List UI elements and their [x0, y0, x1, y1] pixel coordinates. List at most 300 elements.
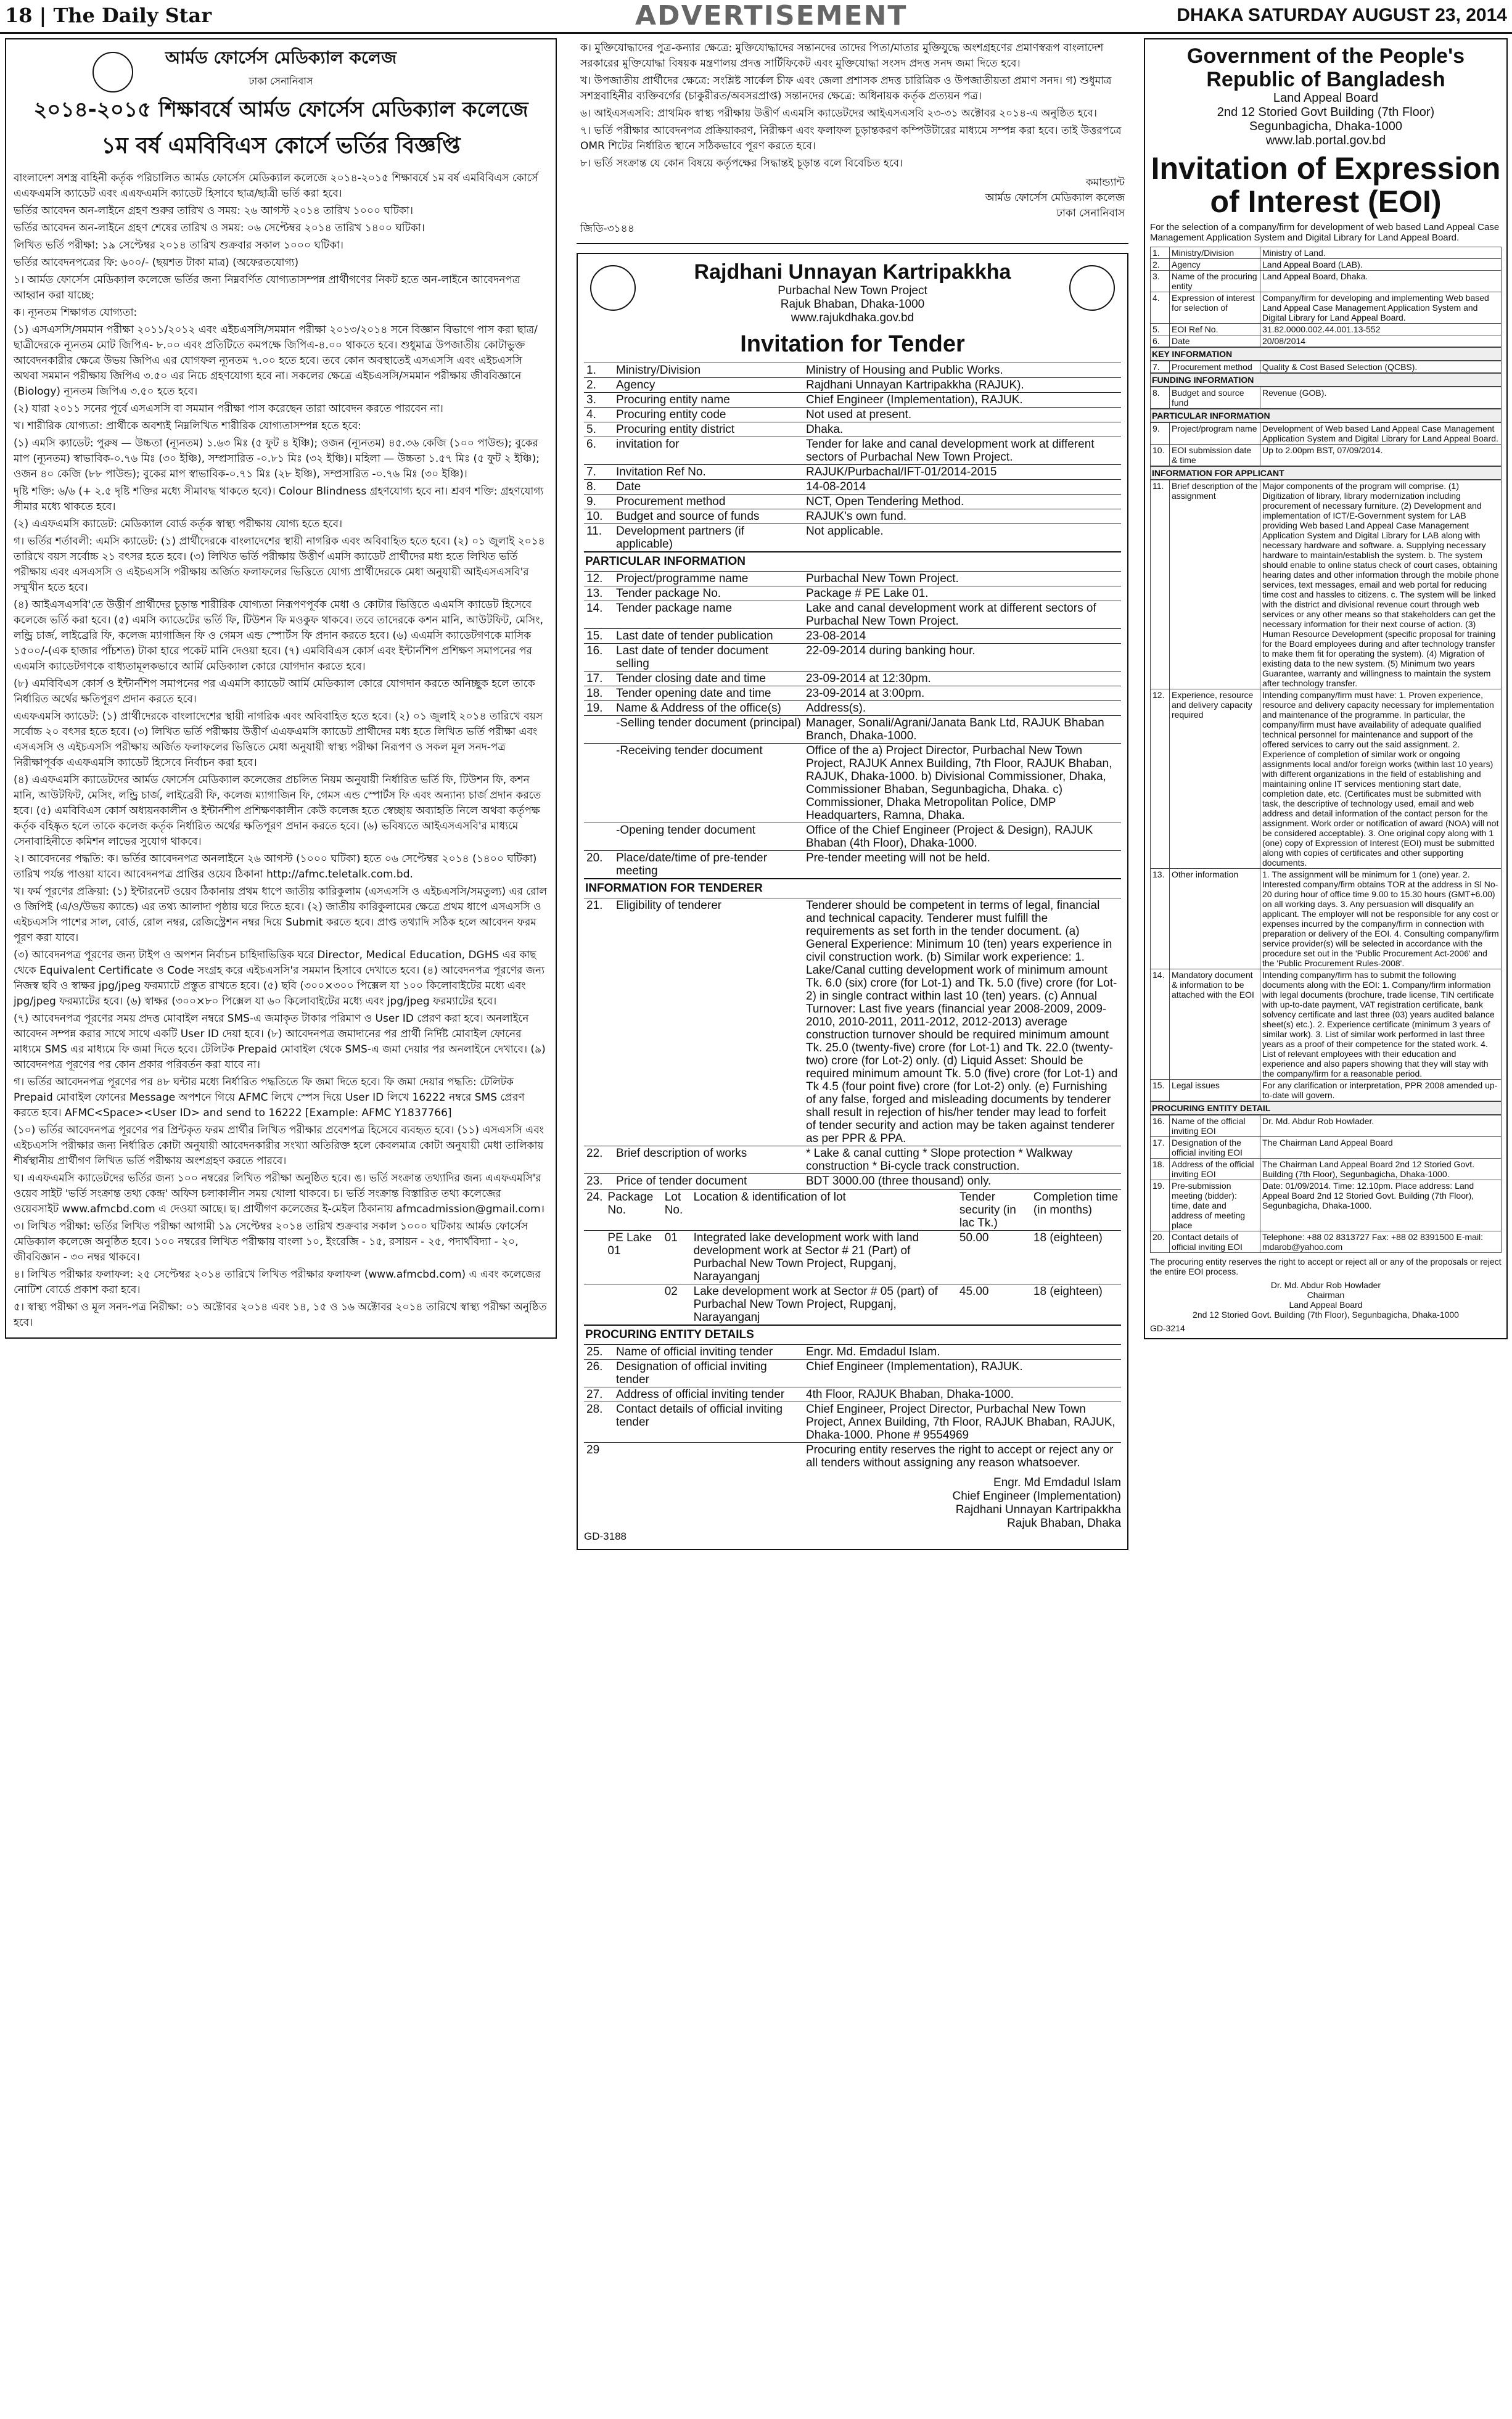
eoi-general-table	[1150, 247, 1502, 347]
afmc-paragraph: গ। ভর্তির শর্তাবলী: এমসি ক্যাডেট: (১) প্রার্থীদেরকে বাংলাদেশের স্থায়ী নাগরিক এবং অবিবাহিত হতে হবে। (২) ০১ জুলাই ২০১৪ তারিখে বয়স সর্বোচ্চ ২১ বৎসর হতে হবে। (৩) লিখিত ভর্তি পরীক্ষায় উত্তীর্ণ এমসি ক্যাডেট প্রার্থীদের মধ্য হতে লিখিত ভর্তি পরীক্ষায় এবং এসএসসি ও এইচএসসি পরীক্ষায় অর্জিত ফলাফলের ভিত্তিতে যোগ্য প্রার্থীদেরকে মেধা অনুযায়ী আইএসএসবি'র সম্মুখীন হতে হবে।	[14, 535, 545, 594]
tender-row	[584, 851, 1121, 879]
row-value: 23-09-2014 at 12:30pm.	[803, 671, 1121, 686]
eoi-row	[1151, 259, 1502, 271]
row-value: Tender for lake and canal development work at different sectors of Purbachal New Town Project.	[803, 437, 1121, 465]
row-number: 18.	[584, 686, 614, 701]
pkg-completion: 18 (eighteen)	[1031, 1231, 1121, 1284]
row-number	[584, 716, 614, 744]
row-label: Ministry/Division	[614, 363, 803, 378]
pkg-lot: 02	[662, 1284, 691, 1325]
row-label: Procuring entity district	[614, 422, 803, 437]
row-value: Pre-tender meeting will not be held.	[803, 851, 1121, 879]
eoi-row	[1151, 1137, 1502, 1159]
row-number: 8.	[1151, 387, 1170, 409]
eoi-app-head: INFORMATION FOR APPLICANT	[1150, 466, 1502, 480]
row-label: Pre-submission meeting (bidder): time, date and address of meeting place	[1170, 1180, 1260, 1231]
eoi-proc-head: PROCURING ENTITY DETAIL	[1150, 1101, 1502, 1115]
row-label: -Selling tender document (principal)	[614, 716, 803, 744]
section-title: ADVERTISEMENT	[635, 0, 908, 31]
row-value: For any clarification or interpretation, PPR 2008 amended up-to-date will govern.	[1260, 1080, 1502, 1101]
tender-row	[584, 378, 1121, 393]
afmc-signer-org: আর্মড ফোর্সেস মেডিক্যাল কলেজ	[985, 192, 1125, 204]
row-number: 4.	[584, 408, 614, 422]
tender-row	[584, 437, 1121, 465]
row-value: 31.82.0000.002.44.001.13-552	[1260, 324, 1502, 335]
rajuk-org: Rajdhani Unnayan Kartripakkha	[694, 260, 1011, 284]
afmc-paragraph: খ। উপজাতীয় প্রার্থীদের ক্ষেত্রে: সংশ্লিষ্ট সার্কেল চীফ এবং জেলা প্রশাসক প্রদত্ত চারিত্রিক ও উপজাতীয়তা প্রমাণ সনদ। গ) শুধুমাত্র সশস্ত্রবাহিনীর ব্যক্তিবর্গের (চাকুরীরত/অবসরপ্রাপ্ত) সন্তানদের ক্ষেত্রে: অধিনায়ক কর্তৃক প্রত্যয়ন পত্র।	[580, 75, 1112, 102]
pkg-lot: 01	[662, 1231, 691, 1284]
tender-row	[584, 363, 1121, 378]
eoi-part-head: PARTICULAR INFORMATION	[1150, 409, 1502, 422]
eoi-row	[1151, 689, 1502, 869]
eoi-row	[1151, 1115, 1502, 1137]
row-label: Procurement method	[614, 495, 803, 509]
afmc-header	[14, 44, 548, 166]
row-value: Chief Engineer (Implementation), RAJUK.	[803, 1360, 1121, 1387]
eoi-header	[1150, 44, 1502, 218]
rajuk-sign-org: Rajdhani Unnayan Kartripakkha	[955, 1503, 1121, 1516]
afmc-paragraph: দৃষ্টি শক্তি: ৬/৬ (+ ২.৫ দৃষ্টি শক্তির মধ্যে সীমাবদ্ধ থাকতে হবে)। Colour Blindness গ্রহণযোগ্য হবে না। শ্রবণ শক্তি: গ্রহণযোগ্য সীমার মধ্যে থাকতে হবে।	[14, 485, 544, 513]
rajuk-sign-name: Engr. Md Emdadul Islam	[993, 1476, 1121, 1489]
row-number: 1.	[584, 363, 614, 378]
row-label: Tender package No.	[614, 586, 803, 601]
row-label: Mandatory document & information to be attached with the EOI	[1170, 969, 1260, 1080]
row-value: The Chairman Land Appeal Board 2nd 12 Storied Govt. Building (7th Floor), Segunbagicha, Dhaka-1000.	[1260, 1159, 1502, 1180]
row-number: 10.	[584, 509, 614, 524]
row-number: 6.	[584, 437, 614, 465]
afmc-paragraph: ক। ন্যূনতম শিক্ষাগত যোগ্যতা:	[14, 306, 138, 319]
masthead-left: 18 | The Daily Star	[5, 4, 212, 27]
eoi-row	[1151, 869, 1502, 969]
package-row	[584, 1231, 1121, 1284]
rajuk-header	[584, 260, 1121, 358]
eoi-row	[1151, 423, 1502, 445]
tender-row	[584, 601, 1121, 629]
row-value: The Chairman Land Appeal Board	[1260, 1137, 1502, 1159]
tender-row	[584, 1146, 1121, 1174]
row-number: 27.	[584, 1387, 614, 1402]
row-label: Tender closing date and time	[614, 671, 803, 686]
row-label: Tender package name	[614, 601, 803, 629]
eoi-sign-role: Chairman	[1307, 1290, 1345, 1300]
afmc-body	[14, 171, 548, 1331]
afmc-ref: জিডি-৩১৪৪	[580, 223, 635, 235]
row-label: Budget and source fund	[1170, 387, 1260, 409]
row-value: Office of the Chief Engineer (Project & Design), RAJUK Bhaban (4th Floor), Dhaka-1000.	[803, 823, 1121, 851]
row-label: Invitation Ref No.	[614, 465, 803, 480]
eoi-row	[1151, 324, 1502, 335]
row-number: 4.	[1151, 292, 1170, 324]
eoi-app-table	[1150, 480, 1502, 1101]
rajuk-package-table	[584, 1189, 1121, 1324]
rajuk-address: Rajuk Bhaban, Dhaka-1000	[780, 298, 925, 311]
pkg-h-lot: Lot No.	[662, 1190, 691, 1231]
row-number: 21.	[584, 898, 614, 1146]
row-number: 18.	[1151, 1159, 1170, 1180]
tender-row	[584, 572, 1121, 586]
eoi-signature	[1150, 1280, 1502, 1320]
rajuk-project: Purbachal New Town Project	[778, 284, 927, 297]
tender-row	[584, 744, 1121, 823]
afmc-paragraph: ক। মুক্তিযোদ্ধাদের পুত্র-কন্যার ক্ষেত্রে: মুক্তিযোদ্ধাদের সন্তানদের তাদের পিতা/মাতার মুক্তিযুদ্ধে অংশগ্রহণের প্রমাণস্বরূপ বাংলাদেশ সরকারের মুক্তিযোদ্ধা বিষয়ক মন্ত্রণালয় প্রদত্ত সার্টিফিকেট এবং মুক্তিযোদ্ধা সংসদ প্রদত্ত সনদ জমা দিতে হবে।	[580, 42, 1104, 70]
afmc-notice	[5, 38, 557, 1339]
eoi-description: For the selection of a company/firm for development of web based Land Appeal Case Management Application System and Digital Library for Land Appeal Board.	[1150, 222, 1500, 243]
tender-row	[584, 465, 1121, 480]
afmc-notice-continued	[577, 38, 1128, 244]
tender-row	[584, 716, 1121, 744]
rajuk-particular-table	[584, 571, 1121, 878]
afmc-crest-icon	[92, 52, 133, 92]
row-number: 25.	[584, 1345, 614, 1360]
afmc-paragraph: (৩) আবেদনপত্র পূরণের জন্য টাইপ ও অপশন নির্বাচন চাহিদাভিত্তিক ঘরে Director, Medical Education, DGHS এর কাছ থেকে Equivalent Certificate ও Code সংগ্রহ করে এইচএসসি'র সমমান হিসাবে দেখাতে হবে। (৪) আবেদনপত্র পূরণের জন্য নিজস্ব ছবি ও স্বাক্ষর jpg/jpeg ফরম্যাটে প্রস্তুত রাখতে হবে। (৫) ছবি (৩০০×৩০০ পিক্সেল যা ১০০ কিলোবাইটের মধ্যে এবং jpg/jpeg ফরম্যাটের হবে। (৬) স্বাক্ষর (৩০০×৮০ পিক্সেল যা ৬০ কিলোবাইটের মধ্যে এবং jpg/jpeg ফরম্যাটের হবে।	[14, 949, 545, 1008]
pkg-h-location: Location & identification of lot	[691, 1190, 957, 1231]
eoi-row	[1151, 387, 1502, 409]
row-value: Major components of the program will comprise. (1) Digitization of library, library modernization including procurement of necessary furniture. (2) Development and implementation of ICT/E-Government system for LAB providing Web based Land Appeal Case Management Application System and Digital Library for LAB along with necessary hardware and software. a. Supplying necessary hardware to maintain/establish the system. b. The system should enable to online status check of court cases, obtaining hearing dates and other information through the mobile phone services, text messages, email and web portal for reducing time cost and hassles to citizens. c. The system will be linked with the district and divisional revenue court through web services or any other means so that stakeholders can get the necessary information for their next course of action. (3) Human Resource Development (specific proposal for training for the Board employees during and after technology transfer to make them fit for operating the system). (4) Migration of existing data to the new system. (5) Minimum two years Guarantee, warranty and willingness to maintain the system after technology transfer.	[1260, 480, 1502, 689]
afmc-paragraph: ৩। লিখিত পরীক্ষা: ভর্তির লিখিত পরীক্ষা আগামী ১৯ সেপ্টেম্বর ২০১৪ তারিখ শুক্রবার সকাল ১০০০ ঘটিকায় আর্মড ফোর্সেস মেডিক্যাল কলেজে অনুষ্ঠিত হবে। ১০০ নম্বরের লিখিত পরীক্ষায় বাংলা ১০, ইংরেজি - ১৫, রসায়ন - ২৫, পদার্থবিদ্যা - ২০, জীববিজ্ঞান - ৩০ নম্বর থাকবে।	[14, 1220, 528, 1263]
eoi-sign-org: Land Appeal Board	[1289, 1300, 1363, 1310]
afmc-title-1: ২০১৪-২০১৫ শিক্ষাবর্ষে আর্মড ফোর্সেস মেডিক্যাল কলেজে	[33, 97, 528, 122]
row-value: Manager, Sonali/Agrani/Janata Bank Ltd, RAJUK Bhaban Branch, Dhaka-1000.	[803, 716, 1121, 744]
row-number: 10.	[1151, 445, 1170, 466]
row-number: 16.	[1151, 1115, 1170, 1137]
eoi-row	[1151, 271, 1502, 292]
row-label: -Receiving tender document	[614, 744, 803, 823]
eoi-sign-addr: 2nd 12 Storied Govt. Building (7th Floor), Segunbagicha, Dhaka-1000	[1193, 1310, 1459, 1320]
tender-row	[584, 408, 1121, 422]
row-value: Dr. Md. Abdur Rob Howlader.	[1260, 1115, 1502, 1137]
row-label: Experience, resource and delivery capacity required	[1170, 689, 1260, 869]
row-number: 5.	[1151, 324, 1170, 335]
row-label: Development partners (if applicable)	[614, 524, 803, 552]
eoi-fund-table	[1150, 387, 1502, 409]
eoi-row	[1151, 969, 1502, 1080]
eoi-row	[1151, 335, 1502, 347]
tender-row	[584, 422, 1121, 437]
row-value: Office of the a) Project Director, Purbachal New Town Project, RAJUK Annex Building, 7th Floor, RAJUK Bhaban, RAJUK, Dhaka-1000. b) Divisional Commissioner, Dhaka, Commissioner Bhaban, Segunbagicha, Dhaka. c) Commissioner, Dhaka Metropolitan Police, DMP Headquarters, Ramna, Dhaka.	[803, 744, 1121, 823]
row-number: 8.	[584, 480, 614, 495]
afmc-paragraph: লিখিত ভর্তি পরীক্ষা: ১৯ সেপ্টেম্বর ২০১৪ তারিখ শুক্রবার সকাল ১০০০ ঘটিকা।	[14, 239, 343, 252]
pkg-security: 45.00	[957, 1284, 1031, 1325]
tender-row	[584, 1174, 1121, 1189]
tender-row	[584, 1345, 1121, 1360]
rajuk-general-table	[584, 363, 1121, 551]
row-label: Budget and source of funds	[614, 509, 803, 524]
pkg-location: Lake development work at Sector # 05 (part) of Purbachal New Town Project, Rupganj, Narayanganj	[691, 1284, 957, 1325]
row-label: Project/programme name	[614, 572, 803, 586]
row-value: Tenderer should be competent in terms of legal, financial and technical capacity. Tenderer must fulfill the requirements as set forth in the tender document. (a) General Experience: Minimum 10 (ten) years experience in civil construction work. (b) Similar work experience: 1. Lake/Canal cutting development work of minimum amount Tk. 6.0 (six) crore (for Lot-1) and Tk. 5.0 (five) crore (for Lot-2) in single contract within last 10 (ten) years. (c) Annual Turnover: Last five years (financial year 2008-2009, 2009-2010, 2010-2011, 2011-2012, 2012-2013) average construction turnover should be required minimum amount Tk. 25.0 (twenty-five) crore (for Lot-1) and Tk. 22.0 (twenty-two) crore (for Lot-2) only. (d) Liquid Asset: Should be required minimum amount Tk. 5.0 (five) crore (for Lot-1) and Tk 4.5 (four point five) crore (for Lot-2) only. (e) Furnishing of any false, forged and misleading documents by tenderer shall result in rejection of his/her tender may lead to forfeit of tender security and action may be taken against tenderer as per PPR & PPA.	[803, 898, 1121, 1146]
row-label: Agency	[1170, 259, 1260, 271]
afmc-paragraph: (১) এমসি ক্যাডেট: পুরুষ — উচ্চতা (ন্যূনতম) ১.৬৩ মিঃ (৫ ফুট ৪ ইঞ্চি); ওজন (ন্যূনতম) ৪৫.৩৬ কেজি (১০০ পাউন্ড); বুকের মাপ (ন্যূনতম) স্বাভাবিক-০.৭৬ মিঃ (৩০ ইঞ্চি), সম্প্রসারিত -০.৮১ মিঃ (৩২ ইঞ্চি)। মহিলা — উচ্চতা ১.৫৭ মিঃ (৫ ফুট ২ ইঞ্চি); ওজন ৪০ কেজি (৮৮ পাউন্ড); বুকের মাপ স্বাভাবিক-০.৭১ মিঃ (২৮ ইঞ্চি), সম্প্রসারিত -০.৭৬ মিঃ (৩০ ইঞ্চি)।	[14, 437, 540, 480]
rajuk-info-head: INFORMATION FOR TENDERER	[584, 878, 1121, 898]
pkg-h-n: 24.	[584, 1190, 605, 1231]
eoi-gd: GD-3214	[1150, 1323, 1185, 1333]
column-afmc-notice	[5, 38, 557, 2412]
row-value: Rajdhani Unnayan Kartripakkha (RAJUK).	[803, 378, 1121, 393]
tender-row	[584, 671, 1121, 686]
row-value: 20/08/2014	[1260, 335, 1502, 347]
row-number: 20.	[1151, 1231, 1170, 1253]
row-value: 1. The assignment will be minimum for 1 (one) year. 2. Interested company/firm obtains TOR at the address in Sl No-20 during hour of office time 9.00 to 15.30 hours (GMT+6.00) on all working days. 3. Any persuasion will disqualify an applicant. The employer will not be responsible for any cost or expenses incurred by the company/firm in connection with preparation or delivery of the EOI. 4. Consulting company/firm service provider(s) will be selected in accordance with the procedure set out in the 'Public Procurement Act-2006' and the 'Public Procurement Rules-2008'.	[1260, 869, 1502, 969]
row-number: 17.	[584, 671, 614, 686]
afmc-title-2: ১ম বর্ষ এমবিবিএস কোর্সে ভর্তির বিজ্ঞপ্তি	[101, 133, 461, 158]
eoi-row	[1151, 361, 1502, 373]
afmc-paragraph: এএফএমসি ক্যাডেট: (১) প্রার্থীদেরকে বাংলাদেশের স্থায়ী নাগরিক এবং অবিবাহিত হতে হবে। (২) ০১ জুলাই ২০১৪ তারিখে বয়স সর্বোচ্চ ২০ বৎসর হতে হবে। (৩) লিখিত ভর্তি পরীক্ষায় উত্তীর্ণ এএফএমসি ক্যাডেট প্রার্থীদের মধ্য হতে লিখিত ভর্তি পরীক্ষা এবং এসএসসি ও এইচএসসি পরীক্ষায় অর্জিত ফলাফলের ভিত্তিতে মেধা অনুযায়ী স্বাস্থ্য পরীক্ষা নিরূপণ ও সকল মূল সনদ-পত্র নিরীক্ষাপূর্বক এএফএমসি ক্যাডেট হিসেবে নির্বাচন করা হবে।	[14, 710, 543, 769]
row-value: Telephone: +88 02 8313727 Fax: +88 02 8391500 E-mail: mdarob@yahoo.com	[1260, 1231, 1502, 1253]
row-value: Land Appeal Board (LAB).	[1260, 259, 1502, 271]
rajuk-emblem-icon	[1069, 265, 1115, 311]
row-value: Procuring entity reserves the right to accept or reject any or all tenders without assigning any reason whatsoever.	[803, 1443, 1121, 1471]
tender-row	[584, 823, 1121, 851]
rajuk-web: www.rajukdhaka.gov.bd	[791, 311, 914, 324]
afmc-paragraph: ১। আর্মড ফোর্সেস মেডিক্যাল কলেজে ভর্তির জন্য নিম্নবর্ণিত যোগ্যতাসম্পন্ন প্রার্থীগণের নিকট হতে অন-লাইনে আবেদনপত্র আহ্বান করা যাচ্ছে:	[14, 274, 520, 302]
eoi-web: www.lab.portal.gov.bd	[1265, 134, 1386, 147]
row-label: Brief description of works	[614, 1146, 803, 1174]
afmc-paragraph: (৪) এএফএমসি ক্যাডেটদের আর্মড ফোর্সেস মেডিক্যাল কলেজের প্রচলিত নিয়ম অনুযায়ী নির্ধারিত ভর্তি ফি, টিউশন ফি, কশন মানি, আউটফিট, মেসিং, লন্ড্রি চার্জ, লাইব্রেরী ফি, কলেজ ম্যাগাজিন ফি, গেমস এন্ড স্পোর্টস ফি এবং অন্যান্য চার্জ প্রদান করতে হবে। (৫) এমবিবিএস কোর্স অধ্যয়নকালীন ও ইন্টার্নশীপ প্রশিক্ষণকালীন কেউ কলেজ হতে স্বেচ্ছায় অব্যাহতি নিলে অথবা কর্তৃপক্ষ কর্তৃক বহিষ্কৃত হলে তাকে কলেজ কর্তৃক নির্ধারিত অর্থের ক্ষতিপূরণ প্রদান করতে হবে। (৬) ভবিষ্যতে আইএসএসবি'র মাধ্যমে সেনাবাহিনীতে কমিশন লাভের সুযোগ থাকবে।	[14, 774, 541, 848]
afmc-signer-loc: ঢাকা সেনানিবাস	[1056, 207, 1125, 220]
dateline: DHAKA SATURDAY AUGUST 23, 2014	[1177, 5, 1507, 25]
row-label: EOI submission date & time	[1170, 445, 1260, 466]
eoi-sign-name: Dr. Md. Abdur Rob Howlader	[1270, 1280, 1381, 1290]
rajuk-sign-loc: Rajuk Bhaban, Dhaka	[1007, 1517, 1121, 1530]
tender-row	[584, 1360, 1121, 1387]
row-label: Procuring entity name	[614, 393, 803, 408]
afmc-body-continued	[580, 41, 1125, 171]
afmc-paragraph: ভর্তির আবেদনপত্রের ফি: ৬০০/- (ছয়শত টাকা মাত্র) (অফেরতযোগ্য)	[14, 257, 299, 269]
row-label: Last date of tender publication	[614, 629, 803, 644]
row-label: Brief description of the assignment	[1170, 480, 1260, 689]
eoi-part-table	[1150, 422, 1502, 466]
row-value: 14-08-2014	[803, 480, 1121, 495]
row-value: Land Appeal Board, Dhaka.	[1260, 271, 1502, 292]
tender-row	[584, 509, 1121, 524]
row-value: Intending company/firm has to submit the following documents along with the EOI: 1. Company/firm information with legal documents (brochure, trade license, TIN certificate with up-to-date payment, VAT registration certificate, bank solvency certificate and last three (03) years audited balance sheet(s) etc.). 2. Experience certificate (minimum 3 years of similar work). 3. List of similar work performed in last three years as a proof of their competence for the stated work. 4. List of relevant employees with their education and experience and also papers showing that they will stay with the company/firm for a reasonable period.	[1260, 969, 1502, 1080]
row-label: Date	[614, 480, 803, 495]
row-value: BDT 3000.00 (three thousand) only.	[803, 1174, 1121, 1189]
afmc-paragraph: (২) এএফএমসি ক্যাডেট: মেডিক্যাল বোর্ড কর্তৃক স্বাস্থ্য পরীক্ষায় যোগ্য হতে হবে।	[14, 518, 343, 530]
row-label	[614, 1443, 803, 1471]
row-number: 23.	[584, 1174, 614, 1189]
row-number: 1.	[1151, 247, 1170, 259]
row-label: Legal issues	[1170, 1080, 1260, 1101]
row-number: 20.	[584, 851, 614, 879]
row-value: Purbachal New Town Project.	[803, 572, 1121, 586]
eoi-row	[1151, 1080, 1502, 1101]
row-number: 3.	[1151, 271, 1170, 292]
row-label: Name of the official inviting EOI	[1170, 1115, 1260, 1137]
row-number: 14.	[584, 601, 614, 629]
row-label: Procuring entity code	[614, 408, 803, 422]
eoi-row	[1151, 1231, 1502, 1253]
eoi-row	[1151, 480, 1502, 689]
afmc-paragraph: খ। ফর্ম পূরণের প্রক্রিয়া: (১) ইন্টারনেট ওয়েব ঠিকানায় প্রথম ধাপে জাতীয় কারিকুলাম (এসএসসি ও এইচএসসি/সমতুল্য) এর রোল ও জিপিই (এ/ও/উভয় ক্যান্ডে) এর তথ্য আলাদা পৃষ্ঠায় ঘরে দিতে হবে। (২) জাতীয় কারিকুলামের ক্ষেত্রে প্রথম ধাপে এসএসসি ও এইচএসসি পাশের সাল, বোর্ড, রোল নম্বর, রেজিস্ট্রেশন নম্বর দিয়ে Submit করতে হবে। প্রাপ্ত তথ্যাদি সঠিক হলে আবেদন ফরম পূরণ করা যাবে।	[14, 885, 548, 944]
row-label: Agency	[614, 378, 803, 393]
row-value: Engr. Md. Emdadul Islam.	[803, 1345, 1121, 1360]
row-value: Quality & Cost Based Selection (QCBS).	[1260, 361, 1502, 373]
tender-row	[584, 480, 1121, 495]
pkg-package: PE Lake 01	[605, 1231, 662, 1284]
rajuk-particular-head: PARTICULAR INFORMATION	[584, 551, 1121, 571]
eoi-address-2: Segunbagicha, Dhaka-1000	[1249, 120, 1402, 133]
row-label: Price of tender document	[614, 1174, 803, 1189]
row-value: 22-09-2014 during banking hour.	[803, 644, 1121, 671]
row-number: 15.	[584, 629, 614, 644]
pkg-security: 50.00	[957, 1231, 1031, 1284]
afmc-paragraph: (১) এসএসসি/সমমান পরীক্ষা ২০১১/২০১২ এবং এইচএসসি/সমমান পরীক্ষা ২০১৩/২০১৪ সনে বিজ্ঞান বিভাগে পাস করা ছাত্র/ছাত্রীদেরকে ন্যূনতম মোট জিপিএ- ৮.০০ এবং প্রতিটিতে কমপক্ষে জিপিএ-৪.০০ থাকতে হবে। শুধুমাত্র উপজাতীয় কোটাভুক্ত আবেদনকারীর ক্ষেত্রে উভয় জিপিএ এর যোগফল ন্যূনতম ৭.০০ হতে হবে। তবে কোন অবস্থাতেই এসএসসি এবং এইচএসসি অথবা সমমান পরীক্ষায় জিপিএ ৩.৫০ এর নিচে গ্রহণযোগ্য হবে না। সকলের ক্ষেত্রে এইচএসসি/সমমান পরীক্ষায় জীববিজ্ঞানে (Biology) ন্যূনতম জিপিএ ৩.৫০ হতে হবে।	[14, 324, 538, 398]
row-value: 23-08-2014	[803, 629, 1121, 644]
package-row	[584, 1284, 1121, 1325]
paper-name: The Daily Star	[53, 4, 212, 27]
row-value: Package # PE Lake 01.	[803, 586, 1121, 601]
rajuk-tender	[577, 253, 1128, 1550]
rajuk-proc-table	[584, 1344, 1121, 1470]
row-number: 16.	[584, 644, 614, 671]
row-number: 9.	[1151, 423, 1170, 445]
afmc-paragraph: (১০) ভর্তির আবেদনপত্র পূরণের পর প্রিন্টকৃত ফরম প্রার্থীর লিখিত পরীক্ষার প্রবেশপত্র হিসেবে ব্যবহৃত হবে। (১১) এসএসসি এবং এইচএসসি পরীক্ষার জন্য নির্ধারিত কোটা অনুযায়ী আবেদনকারীর সংখ্যা অতিরিক্ত হলে কেবলমাত্র কোটা অনুযায়ী মেধা তালিকায় শীর্ষস্থানীয় প্রার্থীগণ লিখিত ভর্তি পরীক্ষায় অংশগ্রহণ করতে পারবে।	[14, 1124, 544, 1167]
eoi-row	[1151, 247, 1502, 259]
row-number: 7.	[1151, 361, 1170, 373]
row-label: EOI Ref No.	[1170, 324, 1260, 335]
row-value: 4th Floor, RAJUK Bhaban, Dhaka-1000.	[803, 1387, 1121, 1402]
row-number: 19.	[1151, 1180, 1170, 1231]
pkg-h-completion: Completion time (in months)	[1031, 1190, 1121, 1231]
row-value: Chief Engineer, Project Director, Purbachal New Town Project, Annex Building, 7th Floor, RAJUK Bhaban, RAJUK, Dhaka-1000. Phone # 9554969	[803, 1402, 1121, 1443]
row-value: Chief Engineer (Implementation), RAJUK.	[803, 393, 1121, 408]
row-label: Name of official inviting tender	[614, 1345, 803, 1360]
afmc-college-name: আর্মড ফোর্সেস মেডিক্যাল কলেজ	[165, 47, 397, 68]
afmc-paragraph: (৪) আইএসএসবি'তে উত্তীর্ণ প্রার্থীদের চূড়ান্ত শারীরিক যোগ্যতা নিরূপণপূর্বক মেধা ও কোটার ভিত্তিতে এএমসি ক্যাডেট হিসেবে কলেজে ভর্তি করা হবে। (৫) এমসি ক্যাডেটের ভর্তি ফি, টিউশন ফি মওকুফ থাকবে। তবে তাদেরকে কশন মানি, আউটফিট, মেসিং, লন্ড্রি চার্জ, লাইব্রেরি ফি, কলেজ ম্যাগাজিন ফি ও গেমস এন্ড স্পোর্টস ফি প্রদান করতে হবে। (৬) এএমসি ক্যাডেটগণকে মাসিক ১৫০০/-(এক হাজার পাঁচশত) টাকা হারে পকেট মানি দেওয়া হবে। (৭) এমবিবিএস কোর্স এবং ইন্টার্নশিপ প্রশিক্ষণ সমাপনের পর এএমসি ক্যাডেটগণকে বাধ্যতামূলকভাবে আর্মি মেডিক্যাল কোরে যোগদান করতে হবে।	[14, 599, 543, 673]
tender-row	[584, 586, 1121, 601]
rajuk-proc-head: PROCURING ENTITY DETAILS	[584, 1324, 1121, 1344]
afmc-paragraph: খ। শারীরিক যোগ্যতা: প্রার্থীকে অবশ্যই নিম্নলিখিত শারীরিক যোগ্যতাসম্পন্ন হতে হবে:	[14, 420, 362, 432]
afmc-paragraph: ভর্তির আবেদন অন-লাইনে গ্রহণ শুরুর তারিখ ও সময়: ২৬ আগস্ট ২০১৪ তারিখ ১০০০ ঘটিকা।	[14, 205, 413, 217]
row-number: 28.	[584, 1402, 614, 1443]
row-label: invitation for	[614, 437, 803, 465]
afmc-signature	[580, 175, 1125, 221]
row-label: Address of the official inviting EOI	[1170, 1159, 1260, 1180]
row-number: 26.	[584, 1360, 614, 1387]
row-value: NCT, Open Tendering Method.	[803, 495, 1121, 509]
row-value: Lake and canal development work at different sectors of Purbachal New Town Project.	[803, 601, 1121, 629]
row-label: Ministry/Division	[1170, 247, 1260, 259]
tender-row	[584, 1443, 1121, 1471]
row-value: Company/firm for developing and implementing Web based Land Appeal Case Management Application System and Digital Library for Land Appeal Board.	[1260, 292, 1502, 324]
afmc-paragraph: ঘ। এএফএমসি ক্যাডেটদের ভর্তির জন্য ১০০ নম্বরের লিখিত পরীক্ষা অনুষ্ঠিত হবে। ঙ। ভর্তি সংক্রান্ত তথ্যাদির জন্য এএফএমসি'র ওয়েব সাইট 'ভর্তি সংক্রান্ত তথ্য কেন্দ্র' অফিস চলাকালীন সময় খোলা থাকবে। চ। ভর্তি সংক্রান্ত বিস্তারিত তথ্য কলেজের ওয়েবসাইট www.afmcbd.com এ দেওয়া আছে। ছ। প্রার্থীগণ কলেজের ই-মেইল ঠিকানায় afmcadmission@gmail.com।	[14, 1172, 545, 1215]
row-label: -Opening tender document	[614, 823, 803, 851]
afmc-paragraph: ৬। আইএসএসবি: প্রাথমিক স্বাস্থ্য পরীক্ষায় উত্তীর্ণ এএমসি ক্যাডেটদের আইএসএসবি ২৩-৩১ অক্টোবর ২০১৪-এ অনুষ্ঠিত হবে।	[580, 107, 1097, 120]
eoi-row	[1151, 1180, 1502, 1231]
row-number: 17.	[1151, 1137, 1170, 1159]
eoi-key-head: KEY INFORMATION	[1150, 347, 1502, 361]
row-label: Designation of the official inviting EOI	[1170, 1137, 1260, 1159]
tender-row	[584, 644, 1121, 671]
rajuk-logo-icon	[590, 265, 636, 311]
row-label: Project/program name	[1170, 423, 1260, 445]
afmc-paragraph: ভর্তির আবেদন অন-লাইনে গ্রহণ শেষের তারিখ ও সময়: ০৬ সেপ্টেম্বর ২০১৪ তারিখ ১৪০০ ঘটিকা।	[14, 222, 425, 234]
tender-row	[584, 686, 1121, 701]
row-value: Revenue (GOB).	[1260, 387, 1502, 409]
row-value: Not applicable.	[803, 524, 1121, 552]
afmc-paragraph: (২) যারা ২০১১ সনের পূর্বে এসএসসি বা সমমান পরীক্ষা পাস করেছেন তারা আবেদন করতে পারবেন না।	[14, 403, 443, 415]
tender-row	[584, 1387, 1121, 1402]
row-label: Tender opening date and time	[614, 686, 803, 701]
row-value: 23-09-2014 at 3:00pm.	[803, 686, 1121, 701]
eoi-board: Land Appeal Board	[1273, 91, 1379, 105]
tender-row	[584, 898, 1121, 1146]
pkg-h-package: Package No.	[605, 1190, 662, 1231]
afmc-paragraph: ২। আবেদনের পদ্ধতি: ক। ভর্তির আবেদনপত্র অনলাইনে ২৬ আগস্ট (১০০০ ঘটিকা) হতে ০৬ সেপ্টেম্বর ২০১৪ (১৪০০ ঘটিকা) তারিখ পর্যন্ত পাওয়া যাবে। আবেদনপত্র প্রাপ্তির ওয়েব ঠিকানা http://afmc.teletalk.com.bd.	[14, 853, 537, 881]
row-label: Expression of interest for selection of	[1170, 292, 1260, 324]
row-label: Procurement method	[1170, 361, 1260, 373]
pkg-completion: 18 (eighteen)	[1031, 1284, 1121, 1325]
row-value: RAJUK's own fund.	[803, 509, 1121, 524]
eoi-address-1: 2nd 12 Storied Govt Building (7th Floor)	[1217, 105, 1435, 119]
afmc-paragraph: ৪। লিখিত পরীক্ষার ফলাফল: ২৫ সেপ্টেম্বর ২০১৪ তারিখে লিখিত পরীক্ষার ফলাফল (www.afmcbd.com) এ এবং কলেজের নোটিশ বোর্ডে প্রকাশ করা হবে।	[14, 1268, 541, 1296]
row-label: Name & Address of the office(s)	[614, 701, 803, 716]
eoi-row	[1151, 1159, 1502, 1180]
package-header-row	[584, 1190, 1121, 1231]
row-number: 2.	[584, 378, 614, 393]
page-number: 18	[5, 4, 33, 27]
column-eoi	[1144, 38, 1508, 2412]
pkg-h-security: Tender security (in lac Tk.)	[957, 1190, 1031, 1231]
column-rajuk	[577, 38, 1128, 2412]
eoi-title: Invitation of Expression of Interest (EOI)	[1151, 151, 1501, 219]
row-number: 29	[584, 1443, 614, 1471]
row-label: Contact details of official inviting EOI	[1170, 1231, 1260, 1253]
row-value: RAJUK/Purbachal/IFT-01/2014-2015	[803, 465, 1121, 480]
rajuk-info-table	[584, 898, 1121, 1188]
eoi-row	[1151, 445, 1502, 466]
row-label: Contact details of official inviting tender	[614, 1402, 803, 1443]
row-value: Dhaka.	[803, 422, 1121, 437]
row-value: Intending company/firm must have: 1. Proven experience, resource and delivery capacity necessary for implementation and maintenance of the programme. In particular, the company/firm must have availability of adequate qualified technical personnel for maintenance and support of the offered services to carry out the said assignment. 2. Experience of completion of similar work or ongoing assignments local and/or foreign works (within last 10 years) with different organizations in the field of establishing and maintaining online IT services mentioning start date, completion date, etc. (Certificates must be submitted with task, the descriptive of technology used, email and web address and detail information of the contact person for the assignment. Work order or notification of award (NOA) will not be considered acceptable). 3. One original copy along with 1 (one) copy of Expression of Interest (EOI) must be submitted along with copies of certificates and other supporting documents.	[1260, 689, 1502, 869]
row-value: Ministry of Land.	[1260, 247, 1502, 259]
row-label: Other information	[1170, 869, 1260, 969]
row-number: 2.	[1151, 259, 1170, 271]
row-value: Address(s).	[803, 701, 1121, 716]
row-value: * Lake & canal cutting * Slope protection * Walkway construction * Bi-cycle track construction.	[803, 1146, 1121, 1174]
row-number: 13.	[1151, 869, 1170, 969]
row-value: Ministry of Housing and Public Works.	[803, 363, 1121, 378]
row-label: Name of the procuring entity	[1170, 271, 1260, 292]
afmc-location: ঢাকা সেনানিবাস	[249, 75, 313, 87]
eoi-note: The procuring entity reserves the right to accept or reject all or any of the proposals or reject the entire EOI process.	[1150, 1257, 1502, 1276]
afmc-paragraph: বাংলাদেশ সশস্ত্র বাহিনী কর্তৃক পরিচালিত আর্মড ফোর্সেস মেডিক্যাল কলেজে ২০১৪-২০১৫ শিক্ষাবর্ষে ১ম বর্ষ এমবিবিএস কোর্সে এএফএমসি ক্যাডেট এবং এএফএমসি ক্যাডেট হিসাবে ছাত্র/ছাত্রী ভর্তি করা হবে।	[14, 172, 538, 200]
tender-row	[584, 524, 1121, 552]
afmc-paragraph: ৭। ভর্তি পরীক্ষার আবেদনপত্র প্রক্রিয়াকরণ, নিরীক্ষণ এবং ফলাফল চূড়ান্তকরণ কম্পিউটারের মাধ্যমে সম্পন্ন করা হবে। তাই উত্তরপত্রে OMR শিটের নির্ধারিত স্থানে সঠিকভাবে পূরণ করতে হবে।	[580, 125, 1122, 152]
row-label: Eligibility of tenderer	[614, 898, 803, 1146]
rajuk-signature	[584, 1476, 1121, 1530]
tender-row	[584, 393, 1121, 408]
eoi-government: Government of the People's Republic of Bangladesh	[1186, 44, 1465, 91]
afmc-signer: কমান্ড্যান্ট	[1085, 176, 1125, 189]
eoi-fund-head: FUNDING INFORMATION	[1150, 373, 1502, 387]
pkg-package	[605, 1284, 662, 1325]
tender-row	[584, 629, 1121, 644]
row-number: 7.	[584, 465, 614, 480]
row-value: Up to 2.00pm BST, 07/09/2014.	[1260, 445, 1502, 466]
row-number: 15.	[1151, 1080, 1170, 1101]
row-value: Not used at present.	[803, 408, 1121, 422]
row-label: Date	[1170, 335, 1260, 347]
row-number	[584, 823, 614, 851]
row-number: 5.	[584, 422, 614, 437]
row-number: 19.	[584, 701, 614, 716]
row-number: 11.	[1151, 480, 1170, 689]
row-value: Development of Web based Land Appeal Case Management Application System and Digital Library for Land Appeal Board.	[1260, 423, 1502, 445]
pkg-spacer	[584, 1284, 605, 1325]
row-number: 14.	[1151, 969, 1170, 1080]
